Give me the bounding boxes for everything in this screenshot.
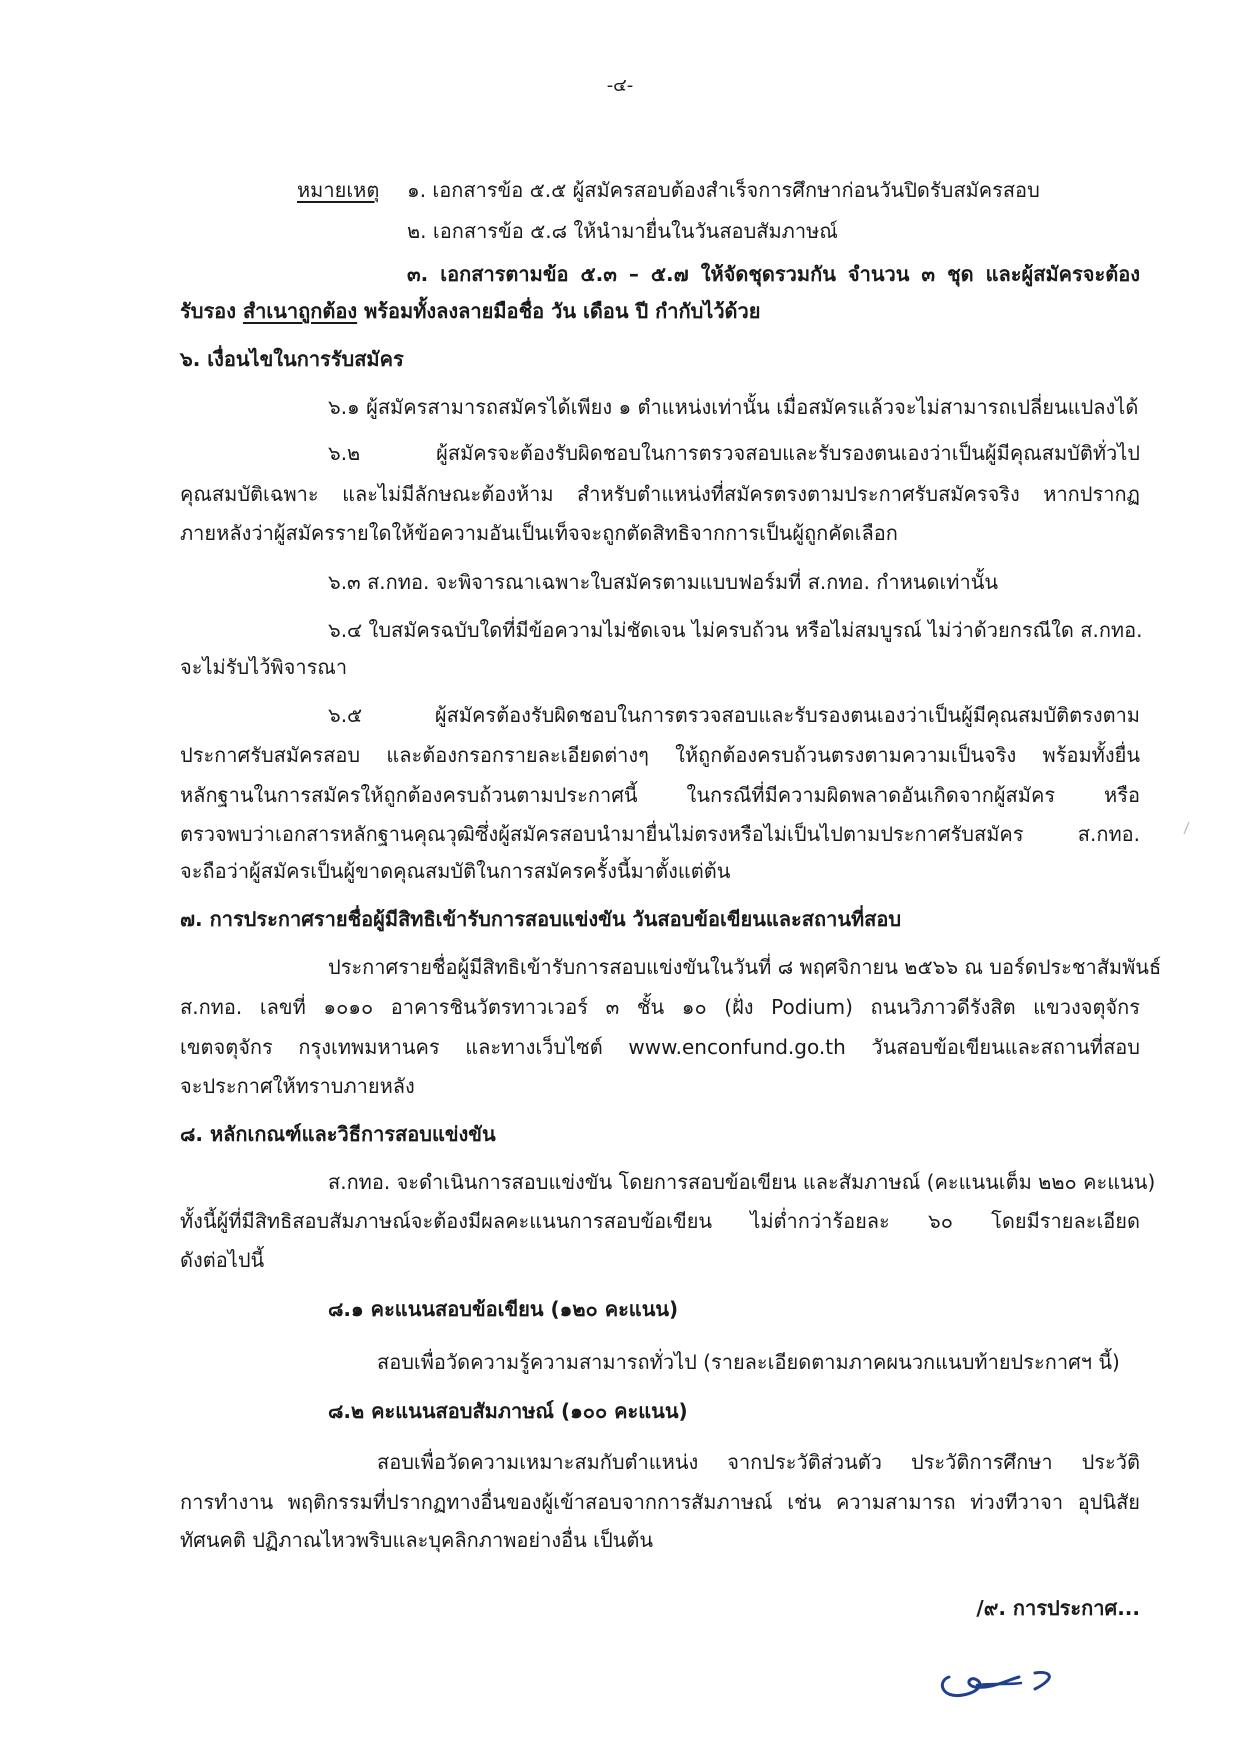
section-8-2-line-2: การทำงาน พฤติกรรมที่ปรากฏทางอื่นของผู้เข้าสอบจากการสัมภาษณ์ เช่น ความสามารถ ท่วงทีวาจา อุปนิสัย [180, 1490, 1140, 1514]
section-7-line-2: ส.กทอ. เลขที่ ๑๐๑๐ อาคารชินวัตรทาวเวอร์ ๓ ชั้น ๑๐ (ฝั่ง Podium) ถนนวิภาวดีรังสิต แขวงจตุจักร [180, 995, 1140, 1019]
remark-item-3-text-a: รับรอง [180, 299, 236, 323]
section-8-1-heading: ๘.๑ คะแนนสอบข้อเขียน (๑๒๐ คะแนน) [328, 1297, 679, 1321]
section-6-4-line-2: จะไม่รับไว้พิจารณา [180, 655, 348, 679]
section-7-heading: ๗. การประกาศรายชื่อผู้มีสิทธิเข้ารับการสอบแข่งขัน วันสอบข้อเขียนและสถานที่สอบ [180, 907, 902, 931]
section-8-1-text: สอบเพื่อวัดความรู้ความสามารถทั่วไป (รายละเอียดตามภาคผนวกแนบท้ายประกาศฯ นี้) [377, 1350, 1120, 1374]
remark-item-1: ๑. เอกสารข้อ ๕.๕ ผู้สมัครสอบต้องสำเร็จการศึกษาก่อนวันปิดรับสมัครสอบ [407, 178, 1040, 202]
section-6-4-line-1: ๖.๔ ใบสมัครฉบับใดที่มีข้อความไม่ชัดเจน ไม่ครบถ้วน หรือไม่สมบูรณ์ ไม่ว่าด้วยกรณีใด ส.กทอ. [328, 618, 1143, 642]
remark-item-3-line-2 [180, 299, 760, 323]
section-7-line-3: เขตจตุจักร กรุงเทพมหานคร และทางเว็บไซต์ www.enconfund.go.th วันสอบข้อเขียนและสถานที่สอบ [180, 1035, 1140, 1059]
signature-initials [935, 1655, 1065, 1705]
section-6-5-line-2: ประกาศรับสมัครสอบ และต้องกรอกรายละเอียดต่างๆ ให้ถูกต้องครบถ้วนตรงตามความเป็นจริง พร้อมทั้งยื่น [180, 743, 1140, 767]
section-7-line-1: ประกาศรายชื่อผู้มีสิทธิเข้ารับการสอบแข่งขันในวันที่ ๘ พฤศจิกายน ๒๕๖๖ ณ บอร์ดประชาสัมพันธ์ [328, 955, 1162, 979]
section-6-5-line-5: จะถือว่าผู้สมัครเป็นผู้ขาดคุณสมบัติในการสมัครครั้งนี้มาตั้งแต่ต้น [180, 859, 731, 883]
section-6-2-line-2: คุณสมบัติเฉพาะ และไม่มีลักษณะต้องห้าม สำหรับตำแหน่งที่สมัครตรงตามประกาศรับสมัครจริง หากปรากฏ [180, 482, 1140, 506]
continuation-marker: /๙. การประกาศ... [976, 1596, 1140, 1620]
remark-item-3-line-1: ๓. เอกสารตามข้อ ๕.๓ – ๕.๗ ให้จัดชุดรวมกัน จำนวน ๓ ชุด และผู้สมัครจะต้อง [407, 262, 1140, 286]
section-8-line-2: ทั้งนี้ผู้ที่มีสิทธิสอบสัมภาษณ์จะต้องมีผลคะแนนการสอบข้อเขียน ไม่ต่ำกว่าร้อยละ ๖๐ โดยมีรายละเอียด [180, 1209, 1140, 1233]
section-6-2-line-3: ภายหลังว่าผู้สมัครรายใดให้ข้อความอันเป็นเท็จจะถูกตัดสิทธิจากการเป็นผู้ถูกคัดเลือก [180, 521, 898, 545]
section-8-heading: ๘. หลักเกณฑ์และวิธีการสอบแข่งขัน [180, 1122, 496, 1146]
section-6-3: ๖.๓ ส.กทอ. จะพิจารณาเฉพาะใบสมัครตามแบบฟอร์มที่ ส.กทอ. กำหนดเท่านั้น [328, 570, 999, 594]
section-8-line-1: ส.กทอ. จะดำเนินการสอบแข่งขัน โดยการสอบข้อเขียน และสัมภาษณ์ (คะแนนเต็ม ๒๒๐ คะแนน) [328, 1170, 1156, 1194]
scan-mark [1180, 820, 1192, 836]
section-6-5-line-3: หลักฐานในการสมัครให้ถูกต้องครบถ้วนตามประกาศนี้ ในกรณีที่มีความผิดพลาดอันเกิดจากผู้สมัคร หรือ [180, 783, 1140, 807]
section-8-2-line-3: ทัศนคติ ปฏิภาณไหวพริบและบุคลิกภาพอย่างอื่น เป็นต้น [180, 1528, 654, 1552]
section-8-2-heading: ๘.๒ คะแนนสอบสัมภาษณ์ (๑๐๐ คะแนน) [328, 1399, 688, 1423]
remark-item-2: ๒. เอกสารข้อ ๕.๘ ให้นำมายื่นในวันสอบสัมภาษณ์ [407, 219, 838, 243]
section-7-line-4: จะประกาศให้ทราบภายหลัง [180, 1074, 415, 1098]
remark-item-3-text-b: พร้อมทั้งลงลายมือชื่อ วัน เดือน ปี กำกับไว้ด้วย [364, 299, 761, 323]
section-8-line-3: ดังต่อไปนี้ [180, 1248, 265, 1272]
section-6-heading: ๖. เงื่อนไขในการรับสมัคร [180, 347, 404, 371]
remarks-label: หมายเหตุ [297, 178, 380, 202]
section-8-2-line-1: สอบเพื่อวัดความเหมาะสมกับตำแหน่ง จากประวัติส่วนตัว ประวัติการศึกษา ประวัติ [377, 1450, 1140, 1474]
page-number: -๔- [606, 75, 634, 96]
remark-item-3-underlined: สำเนาถูกต้อง [242, 299, 358, 323]
section-6-1: ๖.๑ ผู้สมัครสามารถสมัครได้เพียง ๑ ตำแหน่งเท่านั้น เมื่อสมัครแล้วจะไม่สามารถเปลี่ยนแปลงได้ [328, 395, 1139, 419]
section-6-5-line-4: ตรวจพบว่าเอกสารหลักฐานคุณวุฒิซึ่งผู้สมัครสอบนำมายื่นไม่ตรงหรือไม่เป็นไปตามประกาศรับสมัคร ส.กทอ. [180, 822, 1140, 846]
section-6-2-line-1: ๖.๒ ผู้สมัครจะต้องรับผิดชอบในการตรวจสอบและรับรองตนเองว่าเป็นผู้มีคุณสมบัติทั่วไป [328, 441, 1140, 465]
section-6-5-line-1: ๖.๕ ผู้สมัครต้องรับผิดชอบในการตรวจสอบและรับรองตนเองว่าเป็นผู้มีคุณสมบัติตรงตาม [328, 703, 1140, 727]
